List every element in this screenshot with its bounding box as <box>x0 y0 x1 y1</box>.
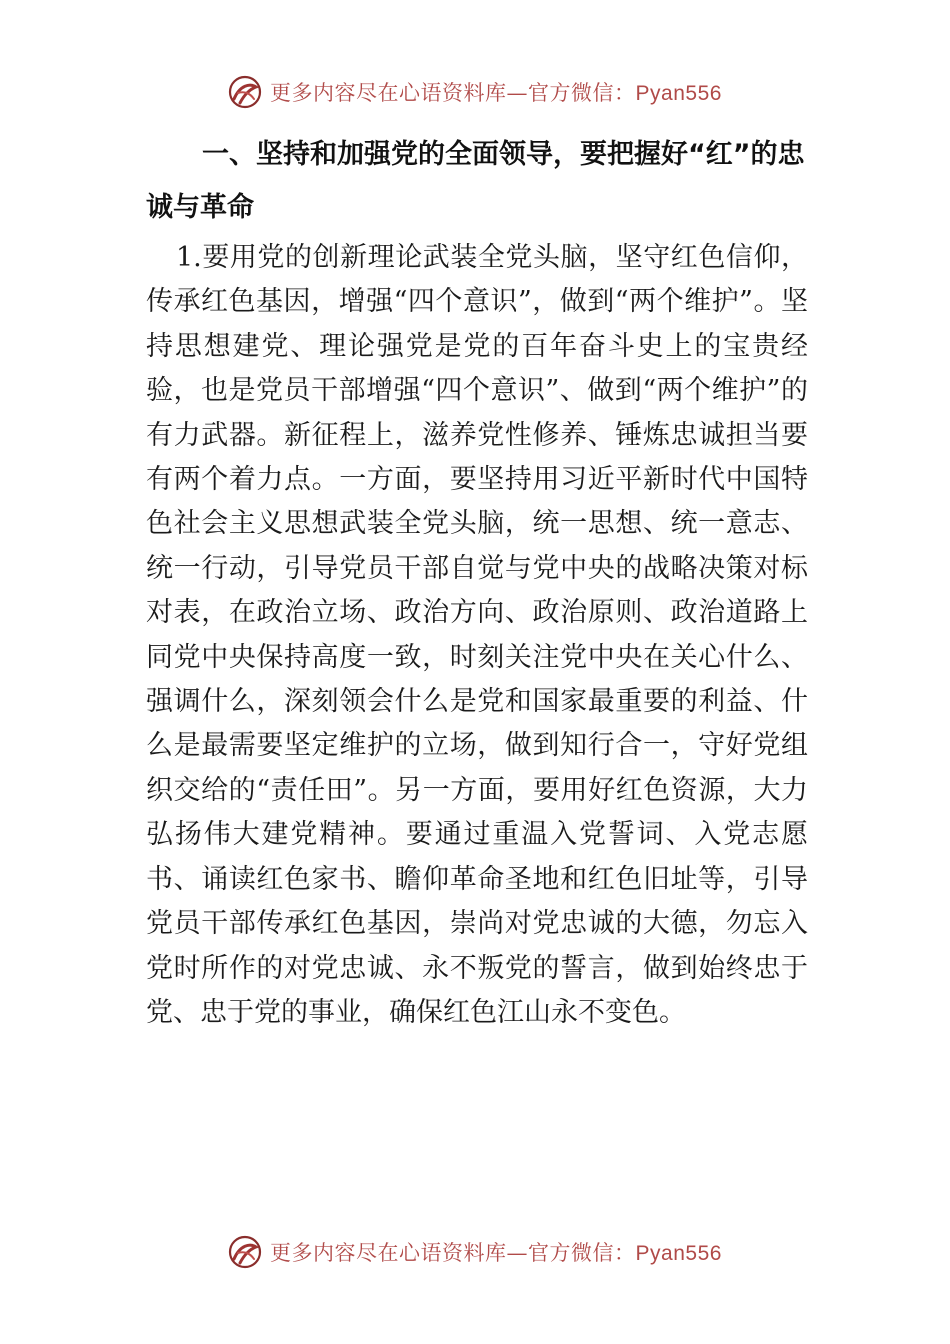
banner-text: 更多内容尽在心语资料库—官方微信：Pyan556 <box>270 1241 722 1265</box>
section-heading: 一、坚持和加强党的全面领导，要把握好“红”的忠诚与革命 <box>146 139 805 223</box>
header-banner <box>0 70 950 114</box>
signature-logo-icon <box>228 75 262 109</box>
signature-logo-icon <box>228 1235 262 1269</box>
wechat-id: Pyan556 <box>635 82 722 105</box>
body-paragraph: 1.要用党的创新理论武装全党头脑，坚守红色信仰，传承红色基因，增强“四个意识”，做到“两个维护”。坚持思想建党、理论强党是党的百年奋斗史上的宝贵经验，也是党员干部增强“四个意识”、做到“两个维护”的有力武器。新征程上，滋养党性修养、锤炼忠诚担当要有两个着力点。一方面，要坚持用习近平新时代中国特色社会主义思想武装全党头脑，统一思想、统一意志、统一行动，引导党员干部自觉与党中央的战略决策对标对表，在政治立场、政治方向、政治原则、政治道路上同党中央保持高度一致，时刻关注党中央在关心什么、强调什么，深刻领会什么是党和国家最重要的利益、什么是最需要坚定维护的立场，做到知行合一，守好党组织交给的“责任田”。另一方面，要用好红色资源，大力弘扬伟大建党精神。要通过重温入党誓词、入党志愿书、诵读红色家书、瞻仰革命圣地和红色旧址等，引导党员干部传承红色基因，崇尚对党忠诚的大德，勿忘入党时所作的对党忠诚、永不叛党的誓言，做到始终忠于党、忠于党的事业，确保红色江山永不变色。 <box>146 242 808 1028</box>
footer-banner <box>0 1230 950 1274</box>
banner-text: 更多内容尽在心语资料库—官方微信：Pyan556 <box>270 81 722 105</box>
wechat-id: Pyan556 <box>635 1242 722 1265</box>
